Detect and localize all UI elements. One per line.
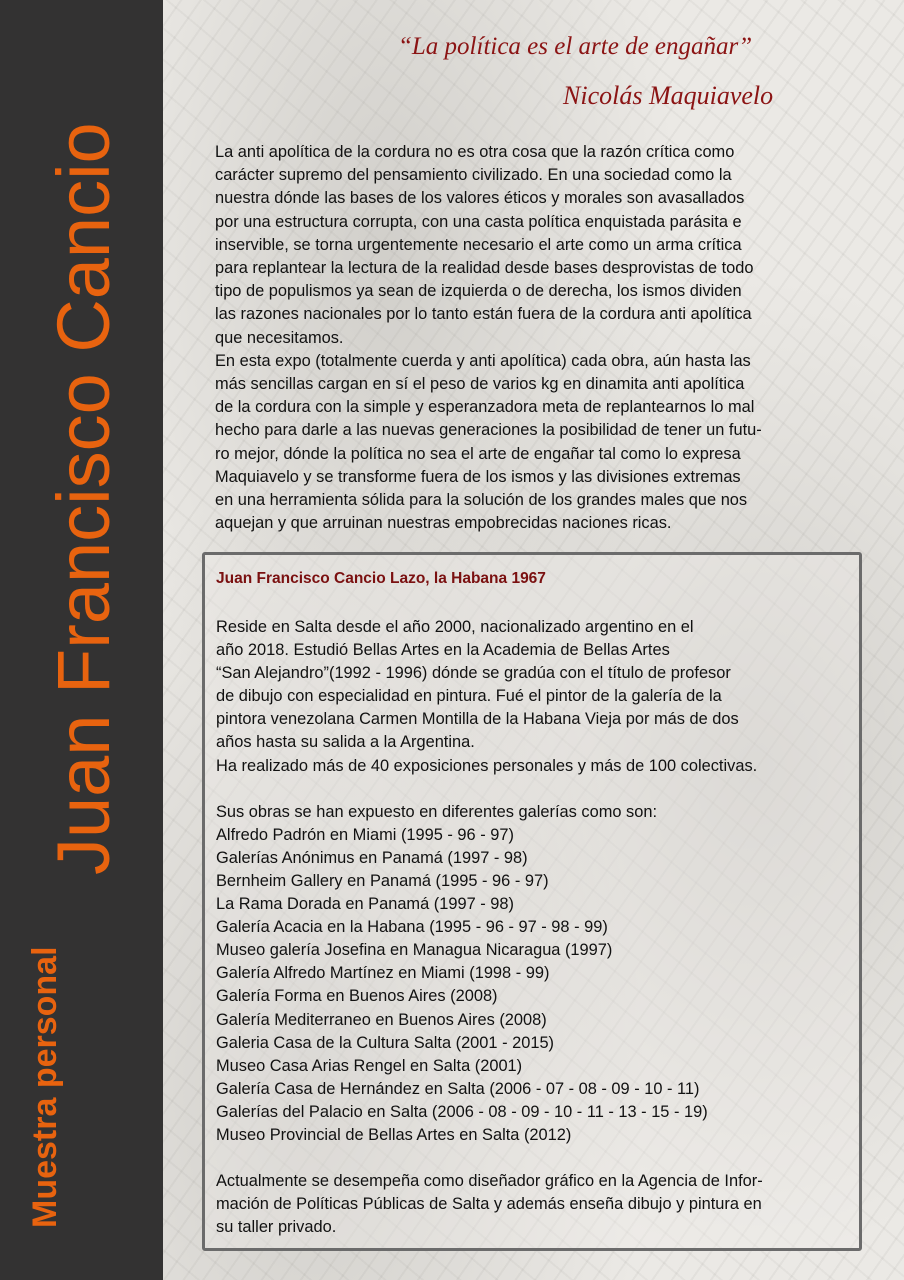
gallery-item: Galería Acacia en la Habana (1995 - 96 - 97 - 98 - 99)	[216, 918, 608, 937]
exhibition-type: Muestra personal	[26, 946, 64, 1228]
gallery-item: Galeria Casa de la Cultura Salta (2001 - 2015)	[216, 1033, 555, 1052]
gallery-item: Bernheim Gallery en Panamá (1995 - 96 - 97)	[216, 871, 549, 890]
bio-heading: Juan Francisco Cancio Lazo, la Habana 1967	[216, 570, 546, 587]
gallery-item: La Rama Dorada en Panamá (1997 - 98)	[216, 895, 514, 914]
artist-name: Juan Francisco Cancio	[42, 122, 125, 875]
gallery-item: Galerías Anónimus en Panamá (1997 - 98)	[216, 848, 528, 867]
gallery-item: Galerías del Palacio en Salta (2006 - 08 - 09 - 10 - 11 - 13 - 15 - 19)	[216, 1102, 708, 1121]
gallery-list	[216, 824, 856, 1147]
quote-text: “La política es el arte de engañar”	[398, 33, 753, 60]
gallery-item: Museo galería Josefina en Managua Nicaragua (1997)	[216, 941, 613, 960]
gallery-item: Alfredo Padrón en Miami (1995 - 96 - 97)	[216, 825, 514, 844]
intro-text	[215, 141, 865, 535]
intro-paragraph: La anti apolítica de la cordura no es otra cosa que la razón crítica como carácter supremo del pensamiento civilizado. En una sociedad como la nuestra dónde las bases de los valores éticos y morales son avasallados por una estructura corrupta, con una casta política enquistada parásita e inservible, se torna urgentemente necesario el arte como un arma crítica para replantear la lectura de la realidad desde bases desprovistas de todo tipo de populismos ya sean de izquierda o de derecha, los ismos dividen las razones nacionales por lo tanto están fuera de la cordura anti apolítica que necesitamos.	[215, 143, 754, 347]
quote-author: Nicolás Maquiavelo	[563, 81, 774, 110]
gallery-item: Galería Casa de Hernández en Salta (2006 - 07 - 08 - 09 - 10 - 11)	[216, 1079, 700, 1098]
bio-text	[216, 616, 856, 1239]
gallery-item: Galería Alfredo Martínez en Miami (1998 - 99)	[216, 964, 550, 983]
sidebar	[0, 0, 163, 1280]
gallery-item: Galería Forma en Buenos Aires (2008)	[216, 987, 498, 1006]
current-work: Actualmente se desempeña como diseñador gráfico en la Agencia de Infor- mación de Políticas Públicas de Salta y además enseña dibujo y pintura en su taller privado.	[216, 1172, 763, 1237]
gallery-item: Galería Mediterraneo en Buenos Aires (2008)	[216, 1010, 547, 1029]
bio-paragraph: Reside en Salta desde el año 2000, nacionalizado argentino en el año 2018. Estudió Bellas Artes en la Academia de Bellas Artes “San Alejandro”(1992 - 1996) dónde se gradúa con el título de profesor de dibujo con especialidad en pintura. Fué el pintor de la galería de la pintora venezolana Carmen Montilla de la Habana Vieja por más de dos años hasta su salida a la Argentina. Ha realizado más de 40 exposiciones personales y más de 100 colectivas.	[216, 618, 758, 775]
galleries-intro: Sus obras se han expuesto en diferentes galerías como son:	[216, 802, 657, 821]
intro-paragraph: En esta expo (totalmente cuerda y anti apolítica) cada obra, aún hasta las más sencillas cargan en sí el peso de varios kg en dinamita anti apolítica de la cordura con la simple y esperanzadora meta de replantearnos lo mal hecho para darle a las nuevas generaciones la posibilidad de tener un futu- ro mejor, dónde la política no sea el arte de engañar tal como lo expresa Maquiavelo y se transforme fuera de los ismos y las divisiones extremas en una herramienta sólida para la solución de los grandes males que nos aquejan y que arruinan nuestras empobrecidas naciones ricas.	[215, 351, 762, 533]
gallery-item: Museo Casa Arias Rengel en Salta (2001)	[216, 1056, 523, 1075]
gallery-item: Museo Provincial de Bellas Artes en Salta (2012)	[216, 1125, 572, 1144]
